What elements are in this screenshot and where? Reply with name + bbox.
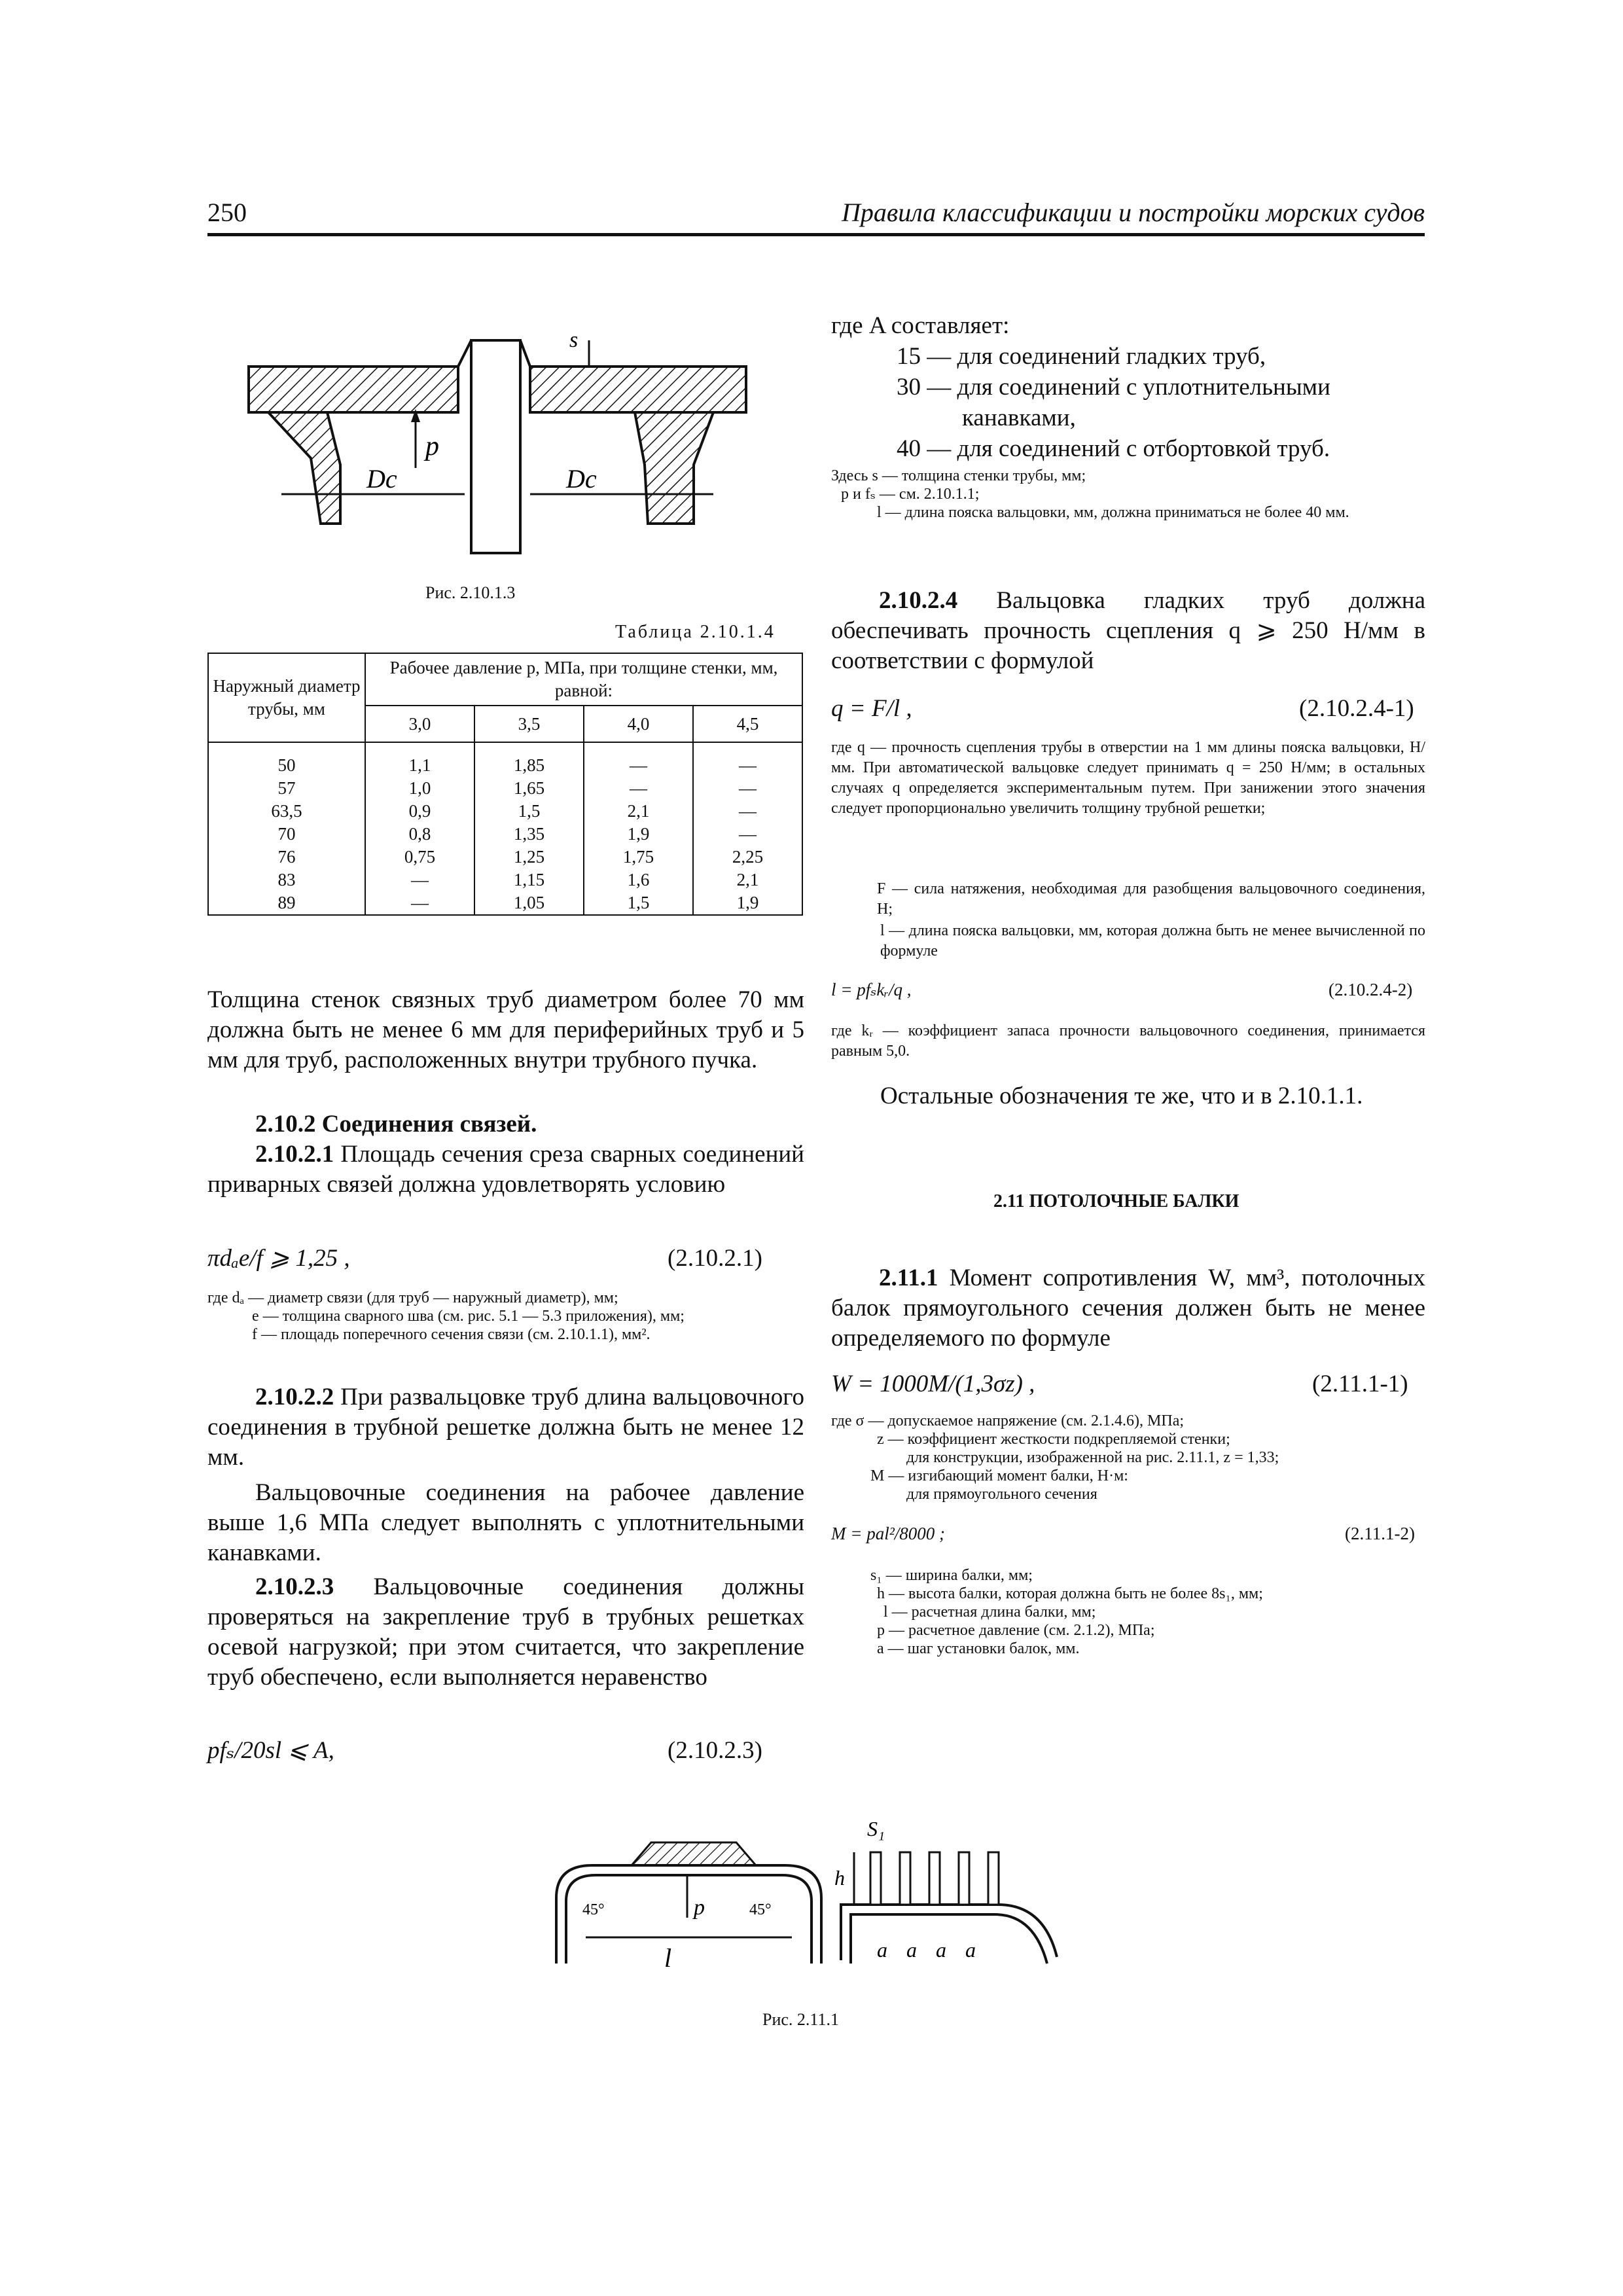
width-label: S₁ [867,1817,885,1840]
table-row: 63,5 0,9 1,5 2,1 — [208,800,802,823]
definition-line: Здесь s — толщина стенки трубы, мм; [831,467,1086,484]
dc-left-label: Dc [366,464,397,493]
wall-thickness-label: s [569,328,579,352]
column-header-diameter: Наружный диаметр трубы, мм [208,653,365,742]
table-row: 70 0,8 1,35 1,9 — [208,823,802,846]
angle-label: 45° [582,1901,605,1918]
tube-joint-figure [242,321,766,556]
equation-21021: πdₐe/f ⩾ 1,25 , [207,1245,350,1272]
where-line: p — расчетное давление (см. 2.1.2), МПа; [877,1622,1155,1639]
where-line: M — изгибающий момент балки, Н·м: [870,1467,1128,1484]
length-label: l [664,1943,672,1973]
paragraph-wall-thickness: Толщина стенок связных труб диаметром более 70 мм должна быть не менее 6 мм для периферийных труб и 5 мм для труб, расположенных внутри трубного пучка. [207,986,804,1073]
paragraph-21024: 2.10.2.4 Вальцовка гладких труб должна обеспечивать прочность сцепления q ⩾ 250 Н/мм в соответствии с формулой [831,587,1425,674]
paragraph-21021: 2.10.2.1 Площадь сечения среза сварных соединений приварных связей должна удовлетворять условию [207,1141,804,1198]
where-line: где dₐ — диаметр связи (для труб — наружный диаметр), мм; [207,1289,618,1306]
equation-21023: pfₛ/20sl ⩽ A, [207,1737,334,1764]
a-value-40: 40 — для соединений с отбортовкой труб. [897,435,1330,462]
equation-number: (2.10.2.4-1) [1299,695,1414,722]
paragraph-21022: 2.10.2.2 При развальцовке труб длина вальцовочного соединения в трубной решетке должна быть не менее 12 мм. [207,1384,804,1471]
table-row: 76 0,75 1,25 1,75 2,25 [208,846,802,869]
paragraph-rest: Остальные обозначения те же, что и в 2.10.1.1. [880,1083,1363,1109]
thickness-header: 3,0 [365,706,474,742]
where-line: a — шаг установки балок, мм. [877,1640,1080,1657]
table-row: 57 1,0 1,65 — — [208,777,802,800]
paragraph-2111: 2.11.1 Момент сопротивления W, мм³, потолочных балок прямоугольного сечения должен быть не менее определяемого по формуле [831,1265,1425,1352]
ceiling-beam-figure [546,1806,1122,2003]
where-line: h — высота балки, которая должна быть не более 8s₁, мм; [877,1585,1263,1602]
where-line: s₁ — ширина балки, мм; [870,1567,1033,1584]
height-label: h [834,1866,845,1890]
section-heading-2102: 2.10.2 Соединения связей. [255,1111,537,1138]
where-block: где q — прочность сцепления трубы в отверстии на 1 мм длины пояска вальцовки, Н/мм. При автоматической вальцовке следует принимать q = 250 Н/мм; в остальных случаях q определяется экспериментальным путем. При занижении этого значения следует пропорционально увеличить толщину трубной решетки; [831,739,1426,817]
equation-21024-2: l = pfₛkᵣ/q , [831,980,912,999]
a-value-15: 15 — для соединений гладких труб, [897,343,1266,370]
dc-right-label: Dc [566,464,597,493]
table-caption: Таблица 2.10.1.4 [615,622,776,642]
pressure-table [207,653,803,916]
spacing-label: a [965,1938,976,1962]
equation-2111-2: M = pal²/8000 ; [831,1524,946,1543]
where-line: где σ — допускаемое напряжение (см. 2.1.4.6), МПа; [831,1412,1185,1429]
equation-number: (2.11.1-1) [1312,1371,1408,1397]
where-line: для прямоугольного сечения [906,1486,1097,1503]
equation-number: (2.10.2.1) [668,1245,762,1272]
where-block: l — длина пояска вальцовки, мм, которая должна быть не менее вычисленной по формуле [880,922,1425,960]
column-header-pressure: Рабочее давление p, МПа, при толщине стенки, мм, равной: [365,653,802,706]
a-value-30-cont: канавками, [962,404,1076,431]
equation-2111-1: W = 1000M/(1,3σz) , [831,1371,1035,1397]
a-intro: где A составляет: [831,312,1010,339]
where-line: f — площадь поперечного сечения связи (см. 2.10.1.1), мм². [252,1326,651,1343]
paragraph-21023: 2.10.2.3 Вальцовочные соединения должны проверяться на закрепление труб в трубных решетках осевой нагрузкой; при этом считается, что закрепление труб обеспечено, если выполняется неравенство [207,1573,804,1691]
equation-number: (2.10.2.3) [668,1737,762,1764]
page-number: 250 [207,198,247,227]
pressure-label: p [694,1895,705,1920]
equation-number: (2.10.2.4-2) [1329,980,1413,999]
where-line: z — коэффициент жесткости подкрепляемой стенки; [877,1431,1230,1448]
pressure-label: p [425,431,439,461]
equation-21024-1: q = F/l , [831,695,912,722]
a-value-30: 30 — для соединений с уплотнительными [897,374,1330,401]
equation-number: (2.11.1-2) [1345,1524,1415,1543]
thickness-header: 4,5 [693,706,802,742]
where-block: где kᵣ — коэффициент запаса прочности вальцовочного соединения, принимается равным 5,0. [831,1022,1425,1060]
where-block: F — сила натяжения, необходимая для разобщения вальцовочного соединения, Н; [877,880,1425,918]
where-line: e — толщина сварного шва (см. рис. 5.1 — 5.3 приложения), мм; [252,1308,685,1325]
figure-caption: Рис. 2.10.1.3 [425,583,516,602]
where-line: для конструкции, изображенной на рис. 2.11.1, z = 1,33; [906,1449,1279,1466]
spacing-label: a [877,1938,887,1962]
paragraph-pressure: Вальцовочные соединения на рабочее давление выше 1,6 МПа следует выполнять с уплотнительными канавками. [207,1479,804,1566]
thickness-header: 4,0 [584,706,693,742]
running-title: Правила классификации и постройки морских судов [841,198,1425,227]
definition-line: l — длина пояска вальцовки, мм, должна приниматься не более 40 мм. [877,504,1349,521]
thickness-header: 3,5 [474,706,584,742]
table-row: 50 1,1 1,85 — — [208,754,802,777]
spacing-label: a [906,1938,917,1962]
figure-caption: Рис. 2.11.1 [762,2010,839,2029]
angle-label: 45° [749,1901,772,1918]
where-line: l — расчетная длина балки, мм; [883,1604,1096,1621]
spacing-label: a [936,1938,946,1962]
header-rule [207,233,1425,236]
definition-line: p и fₛ — см. 2.10.1.1; [841,486,980,503]
table-row: 89 — 1,05 1,5 1,9 [208,891,802,915]
section-heading-211: 2.11 ПОТОЛОЧНЫЕ БАЛКИ [993,1191,1240,1211]
table-row: 83 — 1,15 1,6 2,1 [208,869,802,891]
